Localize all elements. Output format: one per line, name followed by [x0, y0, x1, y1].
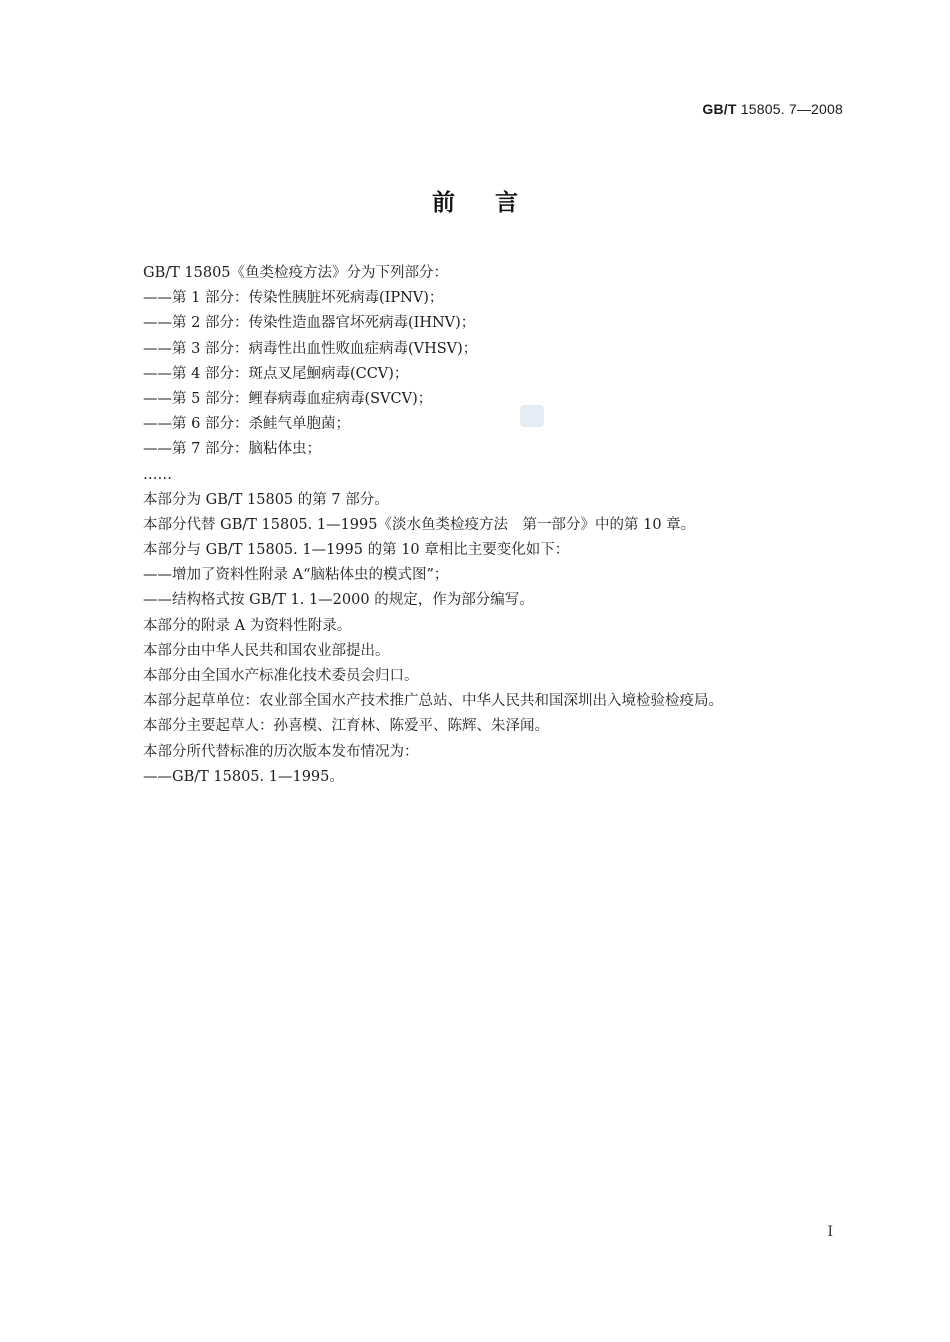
standard-code	[702, 101, 843, 117]
text-line: ——第 7 部分：脑粘体虫；	[143, 441, 321, 458]
text-line: ——第 4 部分：斑点叉尾鮰病毒(CCV)；	[143, 365, 409, 382]
text-line: ——第 1 部分：传染性胰脏坏死病毒(IPNV)；	[143, 290, 444, 307]
text-line: 本部分起草单位：农业部全国水产技术推广总站、中华人民共和国深圳出入境检验检疫局。	[143, 693, 723, 710]
standard-prefix: GB/T	[702, 101, 737, 117]
foreword-body	[143, 261, 823, 790]
text-line: ——第 2 部分：传染性造血器官坏死病毒(IHNV)；	[143, 315, 476, 332]
page-number: I	[827, 1224, 833, 1240]
sac-watermark-logo	[520, 405, 544, 427]
text-line: ——GB/T 15805. 1—1995。	[143, 768, 344, 785]
text-line: 本部分与 GB/T 15805. 1—1995 的第 10 章相比主要变化如下：	[143, 542, 570, 559]
text-line: ——第 5 部分：鲤春病毒血症病毒(SVCV)；	[143, 390, 433, 407]
text-line: GB/T 15805《鱼类检疫方法》分为下列部分：	[143, 265, 449, 281]
text-line: 本部分主要起草人：孙喜模、江育林、陈爱平、陈辉、朱泽闻。	[143, 718, 549, 735]
text-line: ——结构格式按 GB/T 1. 1—2000 的规定，作为部分编写。	[143, 592, 534, 609]
text-line: 本部分由中华人民共和国农业部提出。	[143, 642, 390, 659]
text-line: 本部分代替 GB/T 15805. 1—1995《淡水鱼类检疫方法 第一部分》中的第 10 章。	[143, 516, 696, 533]
standard-number: 15805. 7—2008	[736, 101, 843, 117]
text-line: 本部分由全国水产标准化技术委员会归口。	[143, 668, 419, 684]
text-line: 本部分所代替标准的历次版本发布情况为：	[143, 743, 419, 760]
text-line: ……	[143, 466, 172, 483]
text-line: ——增加了资料性附录 A“脑粘体虫的模式图”；	[143, 567, 449, 584]
text-line: ——第 6 部分：杀鲑气单胞菌；	[143, 416, 350, 433]
page-title: 前言	[432, 190, 558, 216]
text-line: 本部分的附录 A 为资料性附录。	[143, 617, 352, 634]
text-line: 本部分为 GB/T 15805 的第 7 部分。	[143, 491, 389, 508]
text-line: ——第 3 部分：病毒性出血性败血症病毒(VHSV)；	[143, 340, 478, 357]
